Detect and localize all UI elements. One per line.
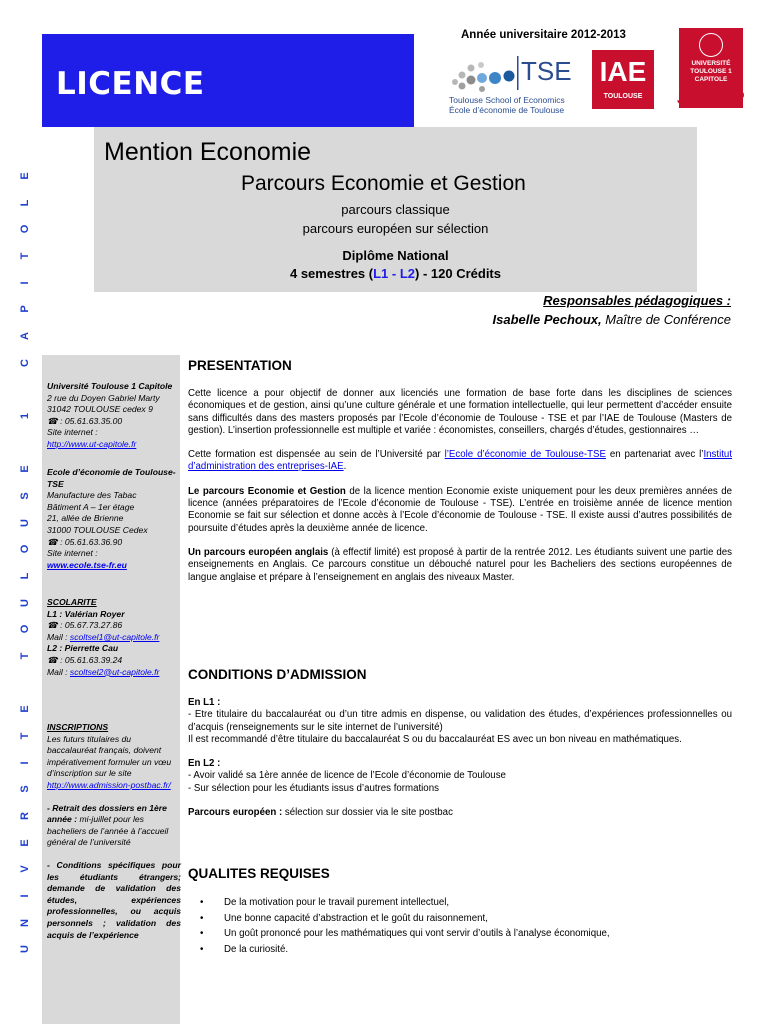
p2-middle: en partenariat avec l’ [605,449,704,461]
tse-phone: ☎ : 05.61.63.36.90 [47,536,123,547]
admission-l2-label: En L2 : [188,758,221,770]
admission-euro-text: sélection sur dossier via le site postbac [282,807,453,819]
tse-address-4: 31000 TOULOUSE Cedex [47,524,148,535]
p2-prefix: Cette formation est dispensée au sein de l’Université par [188,449,445,461]
side-letter: V [19,865,31,873]
iae-link[interactable]: Institut d’administration des entreprises-IAE [188,449,733,473]
list-item: • Une bonne capacité d’abstraction et le goût du raisonnement, [200,911,720,927]
tse-address-2: Bâtiment A – 1er étage [47,501,135,512]
ut1-address-2: 31042 TOULOUSE cedex 9 [47,404,153,415]
ut1-name: Université Toulouse 1 Capitole [47,381,173,391]
side-letter: I [19,761,31,765]
side-letter: C [19,358,31,367]
side-letter: U [19,945,31,954]
presentation-body [188,388,732,584]
list-item: • Un goût prononcé pour les mathématiques qui vont servir d’outils à l’analyse économique, [200,926,720,942]
licence-title: LICENCE [56,66,205,102]
presentation-paragraph-2 [188,449,732,474]
side-letter: U [19,518,31,527]
iae-logo-subtitle: TOULOUSE [603,93,643,100]
side-letter: U [19,598,31,607]
presentation-paragraph-4 [188,547,732,584]
ut-logo-line: UNIVERSITÉ [691,60,731,67]
admission-postbac-link[interactable]: http://www.admission-postbac.fr/ [47,779,171,790]
side-letter: R [19,812,31,820]
tse-logo-subtitle: Toulouse School of Economics [449,95,565,105]
p3-bold: Le parcours Economie et Gestion [188,485,346,497]
scolarite-contact [47,597,181,678]
vertical-side-text [16,170,34,970]
scolarite-l1: L1 : Valérian Royer [47,608,125,619]
p4-text: (à effectif limité) est proposé à partir de la rentrée 2012. Les étudiants suivent une partie des enseignements en Anglais. Ce parcours constitue un débouché naturel pour les Bacheliers des sections européennes de langue anglaise et prépare à l’enseignement en anglais des niveaux Master. [188,546,732,583]
admission-l1-label: En L1 : [188,697,221,708]
suio-logo: SUIO-IP [677,88,745,108]
inscriptions-info [47,722,181,941]
semestres-suffix: ) - 120 Crédits [415,266,501,281]
dash: - [388,266,400,281]
p4-bold: Un parcours européen anglais [188,546,329,558]
side-letter: S [19,785,31,793]
semestres-prefix: 4 semestres ( [289,266,374,281]
retrait-text: mi-juillet pour les bacheliers de l’année à l’accueil général de l’université [47,814,169,848]
tse-contact [47,467,181,571]
side-letter: E [19,705,31,713]
presentation-paragraph-3 [188,486,732,535]
side-letter: L [19,199,31,207]
p3-text: de la licence mention Economie existe uniquement pour les deux premières années de licence (années préparatoires de l’Ecole d’économie de Toulouse - TSE). L’entrée en troisième année de licence mention Economie se fait sur sélection et donne accès à l’Ecole d’économie de Toulouse - TSE. Il existe aussi d’autres possibilités de poursuite d’études après la deuxième année de licence. [188,485,733,534]
iae-logo-text: IAE [599,56,647,87]
scolarite-l1-mail-label: Mail : [47,631,70,642]
tse-logo-subtitle-fr: École d’économie de Toulouse [449,105,565,115]
admission-body [188,697,732,819]
qualites-list [200,895,720,957]
list-item: • De la curiosité. [200,942,720,958]
retrait-label: - Retrait des dossiers en 1ère année : [47,802,167,825]
ut-logo-line: TOULOUSE 1 [690,68,732,75]
presentation-title: PRESENTATION [188,358,292,373]
university-seal-icon [699,33,723,57]
academic-year: Année universitaire 2012-2013 [461,29,626,41]
side-letter: N [19,918,31,927]
side-letter: L [19,572,31,580]
admission-title: CONDITIONS D’ADMISSION [188,667,367,682]
tse-address-3: 21, allée de Brienne [47,513,124,524]
side-letter: E [19,465,31,473]
side-letter: E [19,838,31,847]
ut1-site-label: Site internet : [47,427,98,438]
side-letter: T [19,252,31,260]
admission-l2-a: - Avoir validé sa 1ère année de licence de l’Ecole d’économie de Toulouse [188,770,506,782]
diplome-national: Diplôme National [342,248,449,263]
side-letter: A [19,332,31,340]
side-letter: I [19,281,31,285]
parcours-europeen: parcours européen sur sélection [302,221,489,236]
scolarite-l2-mail-link[interactable]: scoltsel2@ut-capitole.fr [69,666,160,677]
p2-suffix: . [343,461,347,473]
admission-l1-text: - Etre titulaire du baccalauréat ou d’un titre admis en dispense, ou validation des études, d’expériences professionnelles ou d’acquis (renseignements sur le site internet de l’université) [188,709,732,733]
responsable-person: Isabelle Pechoux, [492,312,602,327]
side-letter: T [19,652,31,660]
l1-label: L1 [373,266,389,281]
side-letter: O [19,545,31,554]
scolarite-l2: L2 : Pierrette Cau [47,643,119,654]
ut1-phone: ☎ : 05.61.63.35.00 [47,415,123,426]
scolarite-l1-phone: ☎ : 05.67.73.27.86 [47,620,123,631]
tse-logo-text: TSE [521,56,572,86]
side-letter: T [19,732,31,740]
scolarite-l1-mail-link[interactable]: scoltsel1@ut-capitole.fr [69,631,160,642]
admission-l2-b: - Sur sélection pour les étudiants issus d’autres formations [188,782,439,794]
side-letter: S [19,492,31,500]
tse-site-label: Site internet : [47,548,98,559]
responsable-role: Maître de Conférence [601,312,731,327]
admission-l1-reco: Il est recommandé d’être titulaire du baccalauréat S ou du baccalauréat ES avec un bon niveau en mathématiques. [188,733,682,745]
inscriptions-title: INSCRIPTIONS [47,722,109,732]
presentation-paragraph-1: Cette licence a pour objectif de donner aux licenciés une formation de base forte dans les disciplines de sciences économiques et de gestion, ainsi qu’une culture générale et une formation intellectuelle, qui leur permettent d’accéder ensuite sans difficultés dans des masters proposés par l’Ecole d’économie de Toulouse - TSE et par l’IAE de Toulouse (Masters de gestion). L’insertion professionnelle est multiple et variée : économistes, conseillers, chargés d’études, gestionnaires … [188,388,732,436]
parcours-classique: parcours classique [341,202,450,217]
ut1-contact [47,381,181,451]
list-item: • De la motivation pour le travail purement intellectuel, [200,895,720,911]
l2-label: L2 [399,266,416,281]
side-letter: O [19,225,31,234]
tse-name: Ecole d’économie de Toulouse-TSE [47,467,176,489]
ut-logo-line: CAPITOLE [694,76,728,83]
ut1-address-1: 2 rue du Doyen Gabriel Marty [47,392,160,403]
side-letter: I [19,894,31,898]
scolarite-l2-mail-label: Mail : [47,666,70,677]
tse-site-link[interactable]: www.ecole.tse-fr.eu [47,559,127,570]
ut1-site-link[interactable]: http://www.ut-capitole.fr [47,438,137,449]
side-letter: 1 [19,412,31,420]
tse-link[interactable]: l’Ecole d’économie de Toulouse-TSE [444,449,606,461]
semestres-credits [94,266,697,281]
mention-title: Mention Economie [104,138,312,166]
inscriptions-text: Les futurs titulaires du baccalauréat français, doivent impérativement formuler un vœu d’inscription sur le site [47,733,172,779]
admission-euro-label: Parcours européen : [188,807,283,819]
responsables-label: Responsables pédagogiques : [543,293,731,308]
side-letter: O [19,625,31,634]
scolarite-title: SCOLARITE [47,597,97,607]
tse-address-1: Manufacture des Tabac [47,490,137,501]
scolarite-l2-phone: ☎ : 05.61.63.39.24 [47,654,123,665]
side-letter: E [19,172,31,180]
conditions-specifiques: - Conditions spécifiques pour les étudiants étrangers; demande de validation des études, expériences professionnelles, ou acquis personnels ; validation des acquis de l’expérience [47,859,181,940]
qualites-title: QUALITES REQUISES [188,866,330,881]
side-letter: P [19,305,31,313]
responsable-name [493,312,731,327]
parcours-title: Parcours Economie et Gestion [241,172,526,195]
